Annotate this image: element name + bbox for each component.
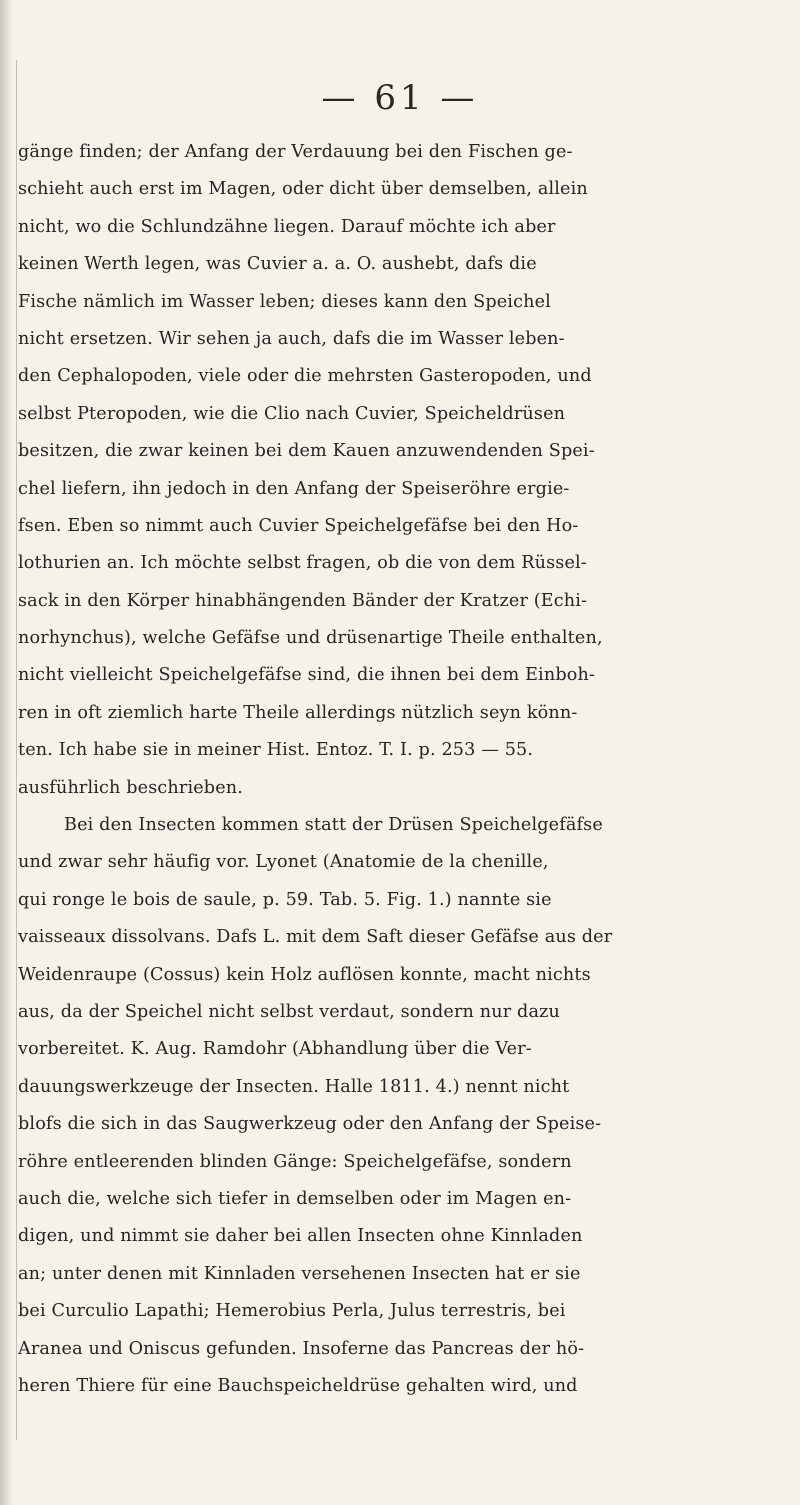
text-line: lothurien an. Ich möchte selbst fragen, ob die von dem Rüssel- [18, 553, 587, 574]
text-line: qui ronge le bois de saule, p. 59. Tab. 5. Fig. 1.) nannte sie [18, 889, 552, 910]
text-line: ten. Ich habe sie in meiner Hist. Entoz. T. I. p. 253 — 55. [18, 740, 534, 761]
text-line: schieht auch erst im Magen, oder dicht über demselben, allein [18, 179, 588, 200]
page-number-header: — 61 — [321, 78, 479, 118]
body-text [18, 134, 790, 1405]
page-gutter-shadow [0, 0, 14, 1505]
text-line: und zwar sehr häufig vor. Lyonet (Anatomie de la chenille, [18, 852, 549, 873]
text-line: dauungswerkzeuge der Insecten. Halle 1811. 4.) nennt nicht [18, 1076, 570, 1097]
text-line: selbst Pteropoden, wie die Clio nach Cuvier, Speicheldrüsen [18, 403, 566, 424]
text-line: ren in oft ziemlich harte Theile allerdings nützlich seyn könn- [18, 702, 578, 723]
text-line: sack in den Körper hinabhängenden Bänder der Kratzer (Echi- [18, 590, 588, 611]
text-line: auch die, welche sich tiefer in demselben oder im Magen en- [18, 1188, 572, 1209]
text-line: digen, und nimmt sie daher bei allen Insecten ohne Kinnladen [18, 1226, 583, 1247]
text-line: nicht, wo die Schlundzähne liegen. Darauf möchte ich aber [18, 216, 556, 237]
text-line: norhynchus), welche Gefäfse und drüsenartige Theile enthalten, [18, 628, 603, 649]
text-line: Weidenraupe (Cossus) kein Holz auflösen konnte, macht nichts [18, 964, 591, 985]
text-line: vaisseaux dissolvans. Dafs L. mit dem Saft dieser Gefäfse aus der [18, 927, 613, 948]
text-line: nicht vielleicht Speichelgefäfse sind, die ihnen bei dem Einboh- [18, 665, 596, 686]
text-line: keinen Werth legen, was Cuvier a. a. O. aushebt, dafs die [18, 254, 537, 275]
text-line: fsen. Eben so nimmt auch Cuvier Speichelgefäfse bei den Ho- [18, 515, 579, 536]
text-line: Aranea und Oniscus gefunden. Insoferne das Pancreas der hö- [18, 1338, 585, 1359]
paragraph-first-line: Bei den Insecten kommen statt der Drüsen Speichelgefäfse [64, 815, 603, 836]
text-line: röhre entleerenden blinden Gänge: Speichelgefäfse, sondern [18, 1151, 572, 1172]
text-line: besitzen, die zwar keinen bei dem Kauen anzuwendenden Spei- [18, 441, 595, 462]
text-line: heren Thiere für eine Bauchspeicheldrüse gehalten wird, und [18, 1375, 578, 1396]
text-line: nicht ersetzen. Wir sehen ja auch, dafs die im Wasser leben- [18, 328, 565, 349]
text-line: vorbereitet. K. Aug. Ramdohr (Abhandlung über die Ver- [18, 1039, 532, 1060]
text-line: gänge finden; der Anfang der Verdauung bei den Fischen ge- [18, 142, 573, 162]
text-line: den Cephalopoden, viele oder die mehrsten Gasteropoden, und [18, 366, 592, 387]
text-line: Fische nämlich im Wasser leben; dieses kann den Speichel [18, 291, 551, 312]
text-line: an; unter denen mit Kinnladen versehenen Insecten hat er sie [18, 1263, 581, 1284]
text-line: bei Curculio Lapathi; Hemerobius Perla, Julus terrestris, bei [18, 1301, 566, 1322]
text-line: ausführlich beschrieben. [18, 777, 243, 798]
text-line: aus, da der Speichel nicht selbst verdaut, sondern nur dazu [18, 1001, 560, 1022]
margin-rule [16, 60, 17, 1440]
text-line: chel liefern, ihn jedoch in den Anfang der Speiseröhre ergie- [18, 478, 570, 499]
text-line: blofs die sich in das Saugwerkzeug oder den Anfang der Speise- [18, 1114, 602, 1135]
